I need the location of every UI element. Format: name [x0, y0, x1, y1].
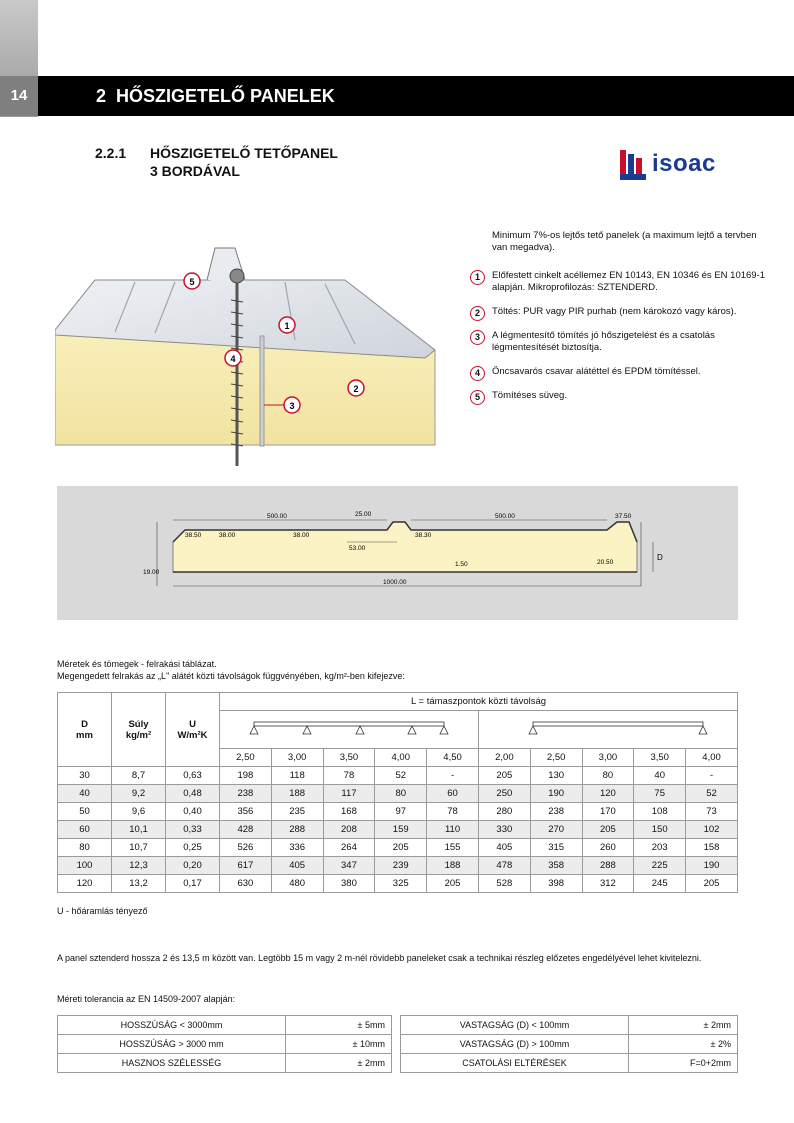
table-cell: 325: [375, 875, 427, 893]
table-cell: 60: [58, 821, 112, 839]
tol-value: ± 10mm: [286, 1035, 392, 1054]
tol-value: F=0+2mm: [629, 1054, 738, 1073]
tol-key: VASTAGSÁG (D) > 100mm: [401, 1035, 629, 1054]
col-u-unit: W/m²K: [177, 729, 208, 741]
table-cell: 398: [530, 875, 582, 893]
beam-diagram-3-support: [220, 711, 479, 749]
col-suly-unit: kg/m²: [125, 729, 152, 741]
span-a-2: 3,50: [323, 749, 375, 767]
table-body: [58, 767, 738, 893]
table-caption-line1: Méretek és tömegek - felrakási táblázat.: [57, 659, 217, 669]
table-cell: 315: [530, 839, 582, 857]
span-a-0: 2,50: [220, 749, 272, 767]
table-cell: 40: [634, 767, 686, 785]
section-title-line2: 3 BORDÁVAL: [150, 163, 240, 179]
table-cell: 188: [271, 785, 323, 803]
dim-38-b: 38.00: [219, 532, 236, 539]
table-cell: 78: [427, 803, 479, 821]
length-paragraph: A panel sztenderd hossza 2 és 13,5 m között van. Legtöbb 15 m vagy 2 m-nél rövidebb paneleket csak a technikai részleg előzetes engedélyével lehet kivitelezni.: [57, 953, 702, 963]
beam-icon: [234, 716, 464, 740]
col-d: D: [81, 718, 88, 730]
table-cell: 198: [220, 767, 272, 785]
legend: [468, 230, 768, 414]
panel-illustration: [55, 240, 465, 470]
table-cell: 288: [271, 821, 323, 839]
legend-item-3: [468, 330, 768, 354]
table-cell: 264: [323, 839, 375, 857]
page-number: 14: [0, 76, 38, 116]
span-b-4: 4,00: [686, 749, 738, 767]
table-cell: 260: [582, 839, 634, 857]
span-a-3: 4,00: [375, 749, 427, 767]
table-cell: 102: [686, 821, 738, 839]
col-u: U: [189, 718, 196, 730]
table-cell: 52: [375, 767, 427, 785]
table-caption: [57, 658, 405, 682]
span-b-3: 3,50: [634, 749, 686, 767]
col-suly-header: [112, 693, 166, 767]
table-cell: 428: [220, 821, 272, 839]
callout-5: [184, 273, 200, 289]
table-cell: 250: [478, 785, 530, 803]
span-b-1: 2,50: [530, 749, 582, 767]
dim-20-50: 20.50: [597, 559, 614, 566]
svg-text:5: 5: [189, 277, 195, 287]
table-cell: 358: [530, 857, 582, 875]
table-cell: 0,33: [166, 821, 220, 839]
legend-item-4: [468, 366, 768, 378]
table-cell: 312: [582, 875, 634, 893]
legend-item-5: [468, 390, 768, 402]
tol-key: HOSSZÚSÁG > 3000 mm: [58, 1035, 286, 1054]
dim-38-a: 38.50: [185, 532, 202, 539]
table-cell: 120: [582, 785, 634, 803]
legend-intro: Minimum 7%-os lejtős tető panelek (a maximum lejtő a tervben van megadva).: [492, 230, 757, 253]
tol-key: HOSSZÚSÁG < 3000mm: [58, 1016, 286, 1035]
tol-value: ± 2mm: [286, 1054, 392, 1073]
legend-text: Előfestett cinkelt acéllemez EN 10143, EN 10346 és EN 10169-1 alapján. Mikroprofilozás: SZTENDERD.: [492, 270, 766, 293]
table-cell: 80: [582, 767, 634, 785]
table-cell: 245: [634, 875, 686, 893]
table-cell: 40: [58, 785, 112, 803]
tol-key: HASZNOS SZÉLESSÉG: [58, 1054, 286, 1073]
table-cell: 630: [220, 875, 272, 893]
tolerance-caption: Méreti tolerancia az EN 14509-2007 alapján:: [57, 994, 236, 1004]
table-row: [58, 785, 738, 803]
svg-text:4: 4: [230, 354, 236, 364]
table-caption-line2: Megengedett felrakás az „L" alátét közti távolságok függvényében, kg/m²-ben kifejezve:: [57, 671, 405, 681]
beam-diagram-2-support: [478, 711, 737, 749]
table-cell: 13,2: [112, 875, 166, 893]
table-cell: 100: [58, 857, 112, 875]
span-b-2: 3,00: [582, 749, 634, 767]
dim-500-right: 500.00: [495, 513, 515, 520]
table-cell: 330: [478, 821, 530, 839]
table-cell: 336: [271, 839, 323, 857]
table-cell: 158: [686, 839, 738, 857]
dim-38-d: 38.30: [415, 532, 432, 539]
chapter-number: 2: [96, 86, 107, 106]
callout-2: [348, 380, 364, 396]
legend-badge: 5: [470, 390, 485, 405]
table-cell: 73: [686, 803, 738, 821]
table-cell: 190: [686, 857, 738, 875]
table-cell: 188: [427, 857, 479, 875]
table-cell: 155: [427, 839, 479, 857]
dim-D: D: [657, 553, 663, 562]
table-cell: 9,6: [112, 803, 166, 821]
table-cell: -: [686, 767, 738, 785]
table-cell: 208: [323, 821, 375, 839]
legend-badge: 4: [470, 366, 485, 381]
span-header: L = támaszpontok közti távolság: [220, 693, 738, 711]
table-cell: 405: [478, 839, 530, 857]
tol-key: CSATOLÁSI ELTÉRÉSEK: [401, 1054, 629, 1073]
table-cell: 120: [58, 875, 112, 893]
tolerance-table-right: [400, 1015, 738, 1073]
table-cell: 130: [530, 767, 582, 785]
table-cell: 205: [478, 767, 530, 785]
table-cell: 170: [582, 803, 634, 821]
table-cell: 190: [530, 785, 582, 803]
table-row: [58, 821, 738, 839]
cross-section-drawing: [57, 486, 738, 620]
legend-badge: 2: [470, 306, 485, 321]
table-cell: 405: [271, 857, 323, 875]
table-cell: 52: [686, 785, 738, 803]
table-cell: 238: [220, 785, 272, 803]
load-table: [57, 692, 738, 893]
span-b-0: 2,00: [478, 749, 530, 767]
svg-text:1: 1: [284, 321, 290, 331]
legend-text: Töltés: PUR vagy PIR purhab (nem károkozó vagy káros).: [492, 306, 737, 317]
dim-1000: 1000.00: [383, 579, 407, 586]
table-cell: 347: [323, 857, 375, 875]
dim-1-50: 1.50: [455, 561, 468, 568]
table-cell: 0,40: [166, 803, 220, 821]
svg-text:3: 3: [289, 401, 295, 411]
beam-icon: [493, 716, 723, 740]
cross-section-panel: [57, 486, 738, 620]
table-cell: 150: [634, 821, 686, 839]
callout-4: [225, 350, 241, 366]
table-cell: 0,20: [166, 857, 220, 875]
dim-37: 37.50: [615, 513, 632, 520]
table-cell: 270: [530, 821, 582, 839]
logo-text: isoac: [652, 150, 716, 177]
dim-53: 53.00: [349, 545, 366, 552]
table-cell: 239: [375, 857, 427, 875]
tol-key: VASTAGSÁG (D) < 100mm: [401, 1016, 629, 1035]
table-cell: 0,17: [166, 875, 220, 893]
table-cell: 110: [427, 821, 479, 839]
table-cell: 0,63: [166, 767, 220, 785]
tol-value: ± 2mm: [629, 1016, 738, 1035]
table-cell: 235: [271, 803, 323, 821]
table-cell: 60: [427, 785, 479, 803]
legend-item-2: [468, 306, 768, 318]
legend-badge: 1: [470, 270, 485, 285]
section-number: 2.2.1: [95, 145, 127, 161]
legend-text: Tömítéses süveg.: [492, 390, 567, 401]
dim-25: 25.00: [355, 511, 372, 518]
table-cell: 480: [271, 875, 323, 893]
table-row: [58, 857, 738, 875]
span-a-1: 3,00: [271, 749, 323, 767]
table-cell: 80: [375, 785, 427, 803]
table-cell: 205: [427, 875, 479, 893]
tolerance-table-left: [57, 1015, 392, 1073]
table-row: [58, 875, 738, 893]
svg-text:2: 2: [353, 384, 359, 394]
table-cell: 617: [220, 857, 272, 875]
table-cell: 108: [634, 803, 686, 821]
chapter-header: [38, 76, 794, 116]
dim-19: 19.00: [143, 569, 160, 576]
table-cell: 0,48: [166, 785, 220, 803]
table-cell: 75: [634, 785, 686, 803]
dim-38-c: 38.00: [293, 532, 310, 539]
table-cell: 118: [271, 767, 323, 785]
legend-badge: 3: [470, 330, 485, 345]
tol-value: ± 5mm: [286, 1016, 392, 1035]
table-cell: 528: [478, 875, 530, 893]
table-cell: 117: [323, 785, 375, 803]
table-cell: 205: [582, 821, 634, 839]
table-cell: 78: [323, 767, 375, 785]
table-cell: 203: [634, 839, 686, 857]
tol-value: ± 2%: [629, 1035, 738, 1054]
table-cell: 97: [375, 803, 427, 821]
table-cell: 380: [323, 875, 375, 893]
col-d-unit: mm: [76, 729, 93, 741]
table-cell: 159: [375, 821, 427, 839]
table-cell: 10,7: [112, 839, 166, 857]
col-d-header: [58, 693, 112, 767]
section-title-line1: HŐSZIGETELŐ TETŐPANEL: [150, 145, 338, 161]
legend-text: A légmentesítő tömítés jó hőszigetelést és a csatolás légmentesítését biztosítja.: [492, 330, 715, 353]
table-cell: 50: [58, 803, 112, 821]
table-cell: 30: [58, 767, 112, 785]
table-cell: -: [427, 767, 479, 785]
table-cell: 12,3: [112, 857, 166, 875]
dim-500-left: 500.00: [267, 513, 287, 520]
section-title: [95, 144, 338, 180]
legend-text: Öncsavarós csavar alátéttel és EPDM tömítéssel.: [492, 366, 701, 377]
table-footnote: U - hőáramlás tényező: [57, 906, 148, 916]
table-cell: 526: [220, 839, 272, 857]
table-cell: 0,25: [166, 839, 220, 857]
table-cell: 10,1: [112, 821, 166, 839]
col-suly: Súly: [128, 718, 149, 730]
table-cell: 168: [323, 803, 375, 821]
col-u-header: [166, 693, 220, 767]
table-cell: 356: [220, 803, 272, 821]
table-row: [58, 803, 738, 821]
legend-item-1: [468, 270, 768, 294]
table-cell: 280: [478, 803, 530, 821]
span-a-4: 4,50: [427, 749, 479, 767]
callout-1: [279, 317, 295, 333]
table-cell: 9,2: [112, 785, 166, 803]
table-row: [58, 839, 738, 857]
table-cell: 205: [686, 875, 738, 893]
table-cell: 8,7: [112, 767, 166, 785]
table-row: [58, 767, 738, 785]
table-cell: 478: [478, 857, 530, 875]
table-cell: 238: [530, 803, 582, 821]
chapter-title: HŐSZIGETELŐ PANELEK: [116, 86, 335, 106]
table-cell: 80: [58, 839, 112, 857]
table-cell: 288: [582, 857, 634, 875]
table-cell: 205: [375, 839, 427, 857]
table-cell: 225: [634, 857, 686, 875]
